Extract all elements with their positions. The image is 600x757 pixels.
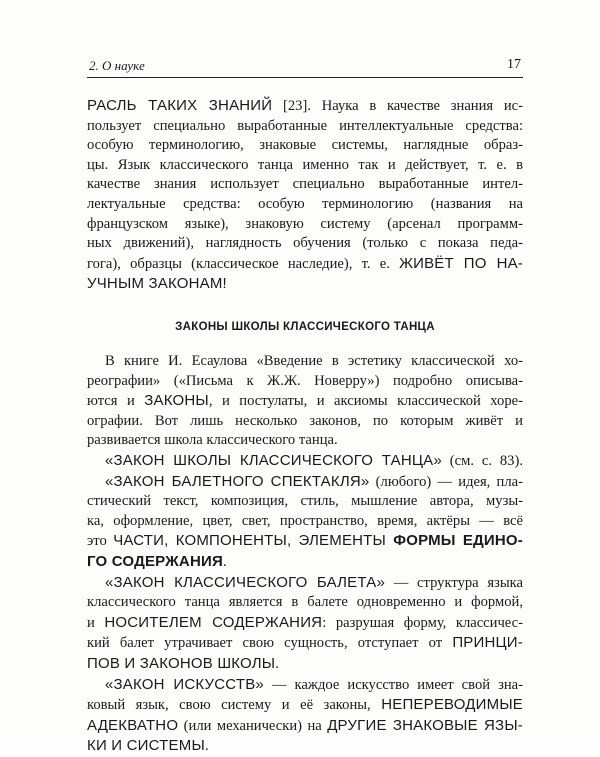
running-header bbox=[87, 55, 523, 78]
caps-text: ЗАКОНЫ bbox=[144, 392, 209, 410]
text-line: лектуальные средства: особую терминологию (названия на bbox=[87, 195, 523, 212]
text-fragment: гога), образцы (классическое наследие), т. е. bbox=[87, 255, 400, 272]
caps-text: ПОВ И ЗАКОНОВ ШКОЛЫ bbox=[87, 654, 276, 672]
caps-text: УЧНЫМ ЗАКОНАМ! bbox=[87, 275, 227, 293]
text-line: ка, оформление, цвет, свет, пространство, время, актёры — всё bbox=[87, 512, 523, 529]
text-line bbox=[87, 274, 523, 295]
caps-text: «ЗАКОН ШКОЛЫ КЛАССИЧЕСКОГО ТАНЦА» bbox=[105, 451, 442, 469]
law-arts-line bbox=[87, 675, 523, 696]
text-fragment: : разрушая форму, классичес- bbox=[322, 614, 523, 631]
text-fragment: (любого) — идея, пла- bbox=[369, 473, 523, 490]
text-fragment: . bbox=[222, 553, 227, 570]
text-line: реографии» («Письма к Ж.Ж. Новерру») подробно описыва- bbox=[87, 372, 523, 389]
text-line: стический текст, композиция, стиль, мышление автора, музы- bbox=[87, 493, 523, 510]
section-heading: ЗАКОНЫ ШКОЛЫ КЛАССИЧЕСКОГО ТАНЦА bbox=[175, 321, 435, 333]
text-line: классического танца является в балете одновременно и формой, bbox=[87, 594, 523, 611]
text-fragment: [23]. Наука в качестве знания ис- bbox=[272, 98, 524, 114]
text-line: В книге И. Есаулова «Введение в эстетику классической хо- bbox=[105, 353, 523, 369]
caps-text: ЧАСТИ, КОМПОНЕНТЫ, ЭЛЕМЕНТЫ bbox=[113, 532, 387, 550]
text-fragment: и bbox=[87, 614, 105, 631]
text-fragment: . bbox=[275, 655, 279, 672]
text-line: цы. Язык классического танца именно так и действует, т. е. в bbox=[87, 156, 523, 173]
text-line: ных движений), наглядность обучения (только с показа педа- bbox=[87, 235, 523, 252]
text-line bbox=[87, 654, 523, 675]
text-line bbox=[87, 552, 523, 573]
text-line bbox=[87, 695, 523, 716]
law-school-line bbox=[87, 451, 523, 472]
text-line: французском языке), знаковую систему (арсенал программ- bbox=[87, 215, 523, 232]
text-line: пользует специально выработанные интеллектуальные средства: bbox=[87, 117, 523, 134]
text-fragment: ковый язык, свою систему и её законы, bbox=[87, 697, 382, 714]
caps-text: НОСИТЕЛЕМ СОДЕРЖАНИЯ bbox=[104, 613, 323, 631]
page-number: 17 bbox=[507, 57, 521, 72]
paragraph-1 bbox=[87, 352, 523, 757]
caps-text: «ЗАКОН БАЛЕТНОГО СПЕКТАКЛЯ» bbox=[105, 472, 370, 490]
intro-paragraph bbox=[87, 96, 523, 295]
law-ballet-line bbox=[87, 573, 523, 594]
text-fragment: — каждое искусство имеет свой зна- bbox=[263, 676, 523, 693]
caps-text: АДЕКВАТНО bbox=[87, 716, 179, 734]
text-fragment: (см. с. 83). bbox=[441, 452, 523, 469]
text-line bbox=[87, 716, 523, 737]
text-line: качестве знания использует специально выработанные интел- bbox=[87, 176, 523, 193]
text-line: ографии. Вот лишь несколько законов, по которым живёт и bbox=[87, 412, 523, 429]
caps-text: «ЗАКОН КЛАССИЧЕСКОГО БАЛЕТА» bbox=[105, 573, 385, 591]
caps-text: ЖИВЁТ ПО НА- bbox=[399, 254, 524, 272]
caps-text: КИ И СИСТЕМЫ bbox=[87, 737, 205, 755]
caps-text: ПРИНЦИ- bbox=[452, 634, 523, 652]
caps-text: «ЗАКОН ИСКУССТВ» bbox=[105, 675, 264, 693]
text-line bbox=[87, 96, 523, 117]
text-fragment: это bbox=[87, 533, 114, 550]
caps-text: ДРУГИЕ ЗНАКОВЫЕ ЯЗЫ- bbox=[327, 716, 523, 734]
text-line: развивается школа классического танца. bbox=[87, 432, 338, 449]
text-line: особую терминологию, знаковые системы, наглядные образ- bbox=[87, 137, 523, 154]
text-fragment: — структура языка bbox=[385, 574, 523, 591]
caps-text: РАСЛЬ ТАКИХ ЗНАНИЙ bbox=[87, 97, 273, 114]
text-fragment: , и постулаты, и аксиомы классической хоре- bbox=[208, 393, 523, 410]
text-line bbox=[87, 391, 523, 412]
text-line bbox=[87, 633, 523, 654]
text-line bbox=[87, 736, 523, 757]
law-spectacle-line bbox=[87, 472, 523, 493]
chapter-title: 2. О науке bbox=[89, 58, 145, 73]
text-fragment: (или механически) на bbox=[178, 717, 328, 734]
text-line bbox=[87, 254, 523, 275]
text-line bbox=[87, 531, 523, 552]
text-line bbox=[87, 613, 523, 634]
bold-caps-text: ФОРМЫ ЕДИНО- bbox=[386, 532, 523, 550]
caps-text: НЕПЕРЕВОДИМЫЕ bbox=[381, 696, 523, 714]
text-fragment: кий балет утрачивает свою сущность, отступает от bbox=[87, 635, 453, 652]
text-fragment: ются и bbox=[87, 393, 145, 410]
bold-caps-text: ГО СОДЕРЖАНИЯ bbox=[87, 552, 223, 570]
text-fragment: . bbox=[204, 738, 209, 755]
